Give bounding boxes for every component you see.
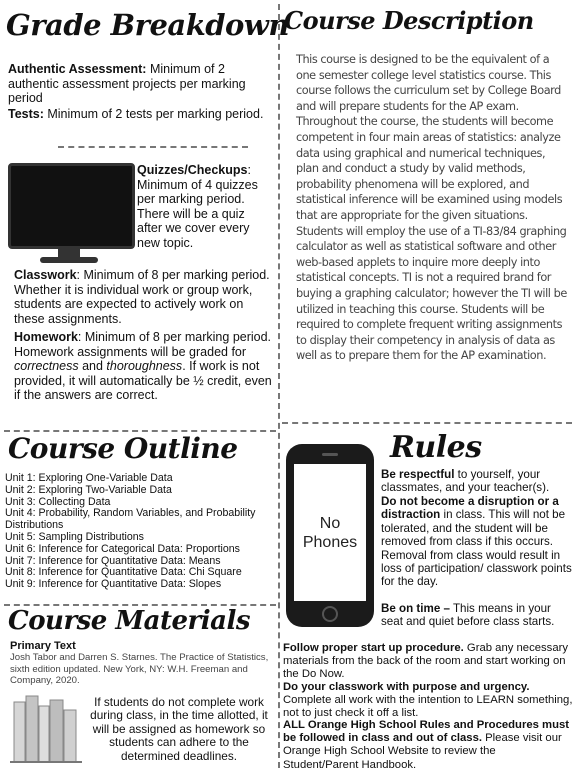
rule-on-time: Be on time – This means in your seat and quiet before class starts. — [381, 602, 555, 629]
primary-text-citation: Josh Tabor and Darren S. Starnes. The Practice of Statistics, sixth edition updated. New York, NY: W.H. Freeman and Company, 2020. — [10, 652, 269, 686]
course-outline-title: Course Outline — [8, 432, 238, 465]
homework-text: Homework: Minimum of 8 per marking period. Homework assignments will be graded for correctness and thoroughness. If work is not provided, it will automatically be ½ credit, even if the answers are correct. — [14, 330, 272, 403]
outline-unit: Unit 5: Sampling Distributions — [5, 530, 144, 543]
homework-note: If students do not complete work during class, in the time allotted, it will be assigned as homework so students can adhere to the determined deadlines. — [90, 695, 268, 763]
outline-unit: Unit 3: Collecting Data — [5, 495, 111, 508]
outline-unit: Unit 4: Probability, Random Variables, and Probability Distributions — [5, 507, 256, 532]
books-icon — [8, 688, 84, 764]
grade-divider — [58, 146, 248, 148]
primary-text-label: Primary Text — [10, 640, 76, 652]
rule-classwork-purpose: Do your classwork with purpose and urgency. Complete all work with the intention to LEARN something, not to just check it off a list. — [283, 681, 573, 720]
classwork-text: Classwork: Minimum of 8 per marking period. Whether it is individual work or group work, students are expected to actively work on these assignments. — [14, 268, 270, 326]
course-materials-title: Course Materials — [8, 606, 250, 636]
quizzes-text: Quizzes/Checkups: Minimum of 4 quizzes per marking period. There will be a quiz after we cover every new topic. — [137, 163, 258, 250]
phone-label-line2: Phones — [302, 533, 358, 551]
outline-unit: Unit 9: Inference for Quantitative Data: Slopes — [5, 578, 222, 591]
rule-start-up: Follow proper start up procedure. Grab any necessary materials from the back of the room and start working on the Do Now. — [283, 642, 569, 681]
outline-unit: Unit 8: Inference for Quantitative Data: Chi Square — [5, 566, 242, 579]
rule-no-disruption: Do not become a disruption or a distraction in class. This will not be tolerated, and the student will be removed from class if this occurs. Removal from class would result in loss of participation/ classwork points for the day. — [381, 495, 572, 589]
grade-breakdown-title: Grade Breakdown — [6, 8, 289, 42]
outline-unit: Unit 1: Exploring One-Variable Data — [5, 472, 173, 484]
column-divider — [278, 4, 280, 768]
authentic-assessment-text: Authentic Assessment: Minimum of 2 authentic assessment projects per marking period — [8, 62, 246, 106]
section-divider-rules — [282, 422, 572, 424]
course-description-body: This course is designed to be the equivalent of a one semester college level statistics course. This course follows the curriculum set by College Board and will prepare students for the AP exam. Throughout the course, the students will become competent in four main areas of statistics: analyze data using graphical and numerical techniques, plan and conduct a study by valid methods, probability phenomena will be explored, and statistical inference will be examined using models that are appropriate for the given situations. Students will employ the use of a TI-83/84 graphing calculator as well as statistical software and other web-based applets to inquire more deeply into statistical concepts. TI is not a required brand for buying a graphing calculator; however the TI will be utilized in teaching this course. Students will be required to complete frequent writing assignments to display their competency in analysis of data as well as to prepare them for the AP examination. — [296, 53, 567, 363]
rules-title: Rules — [390, 430, 482, 465]
course-description-title: Course Description — [284, 6, 534, 35]
outline-unit: Unit 2: Exploring Two-Variable Data — [5, 483, 172, 496]
course-outline-list — [5, 473, 275, 591]
outline-unit: Unit 6: Inference for Categorical Data: Proportions — [5, 542, 240, 555]
outline-unit: Unit 7: Inference for Quantitative Data: Means — [5, 554, 221, 567]
rule-school-rules: ALL Orange High School Rules and Procedures must be followed in class and out of class. Please visit our Orange High School Website to review the Student/Parent Handbook. — [283, 719, 570, 771]
phone-icon — [286, 444, 374, 627]
rule-respectful: Be respectful to yourself, your classmates, and your teacher(s). — [381, 468, 550, 495]
phone-label-line1: No — [319, 514, 341, 532]
tests-text: Tests: Minimum of 2 tests per marking period. — [8, 107, 264, 121]
